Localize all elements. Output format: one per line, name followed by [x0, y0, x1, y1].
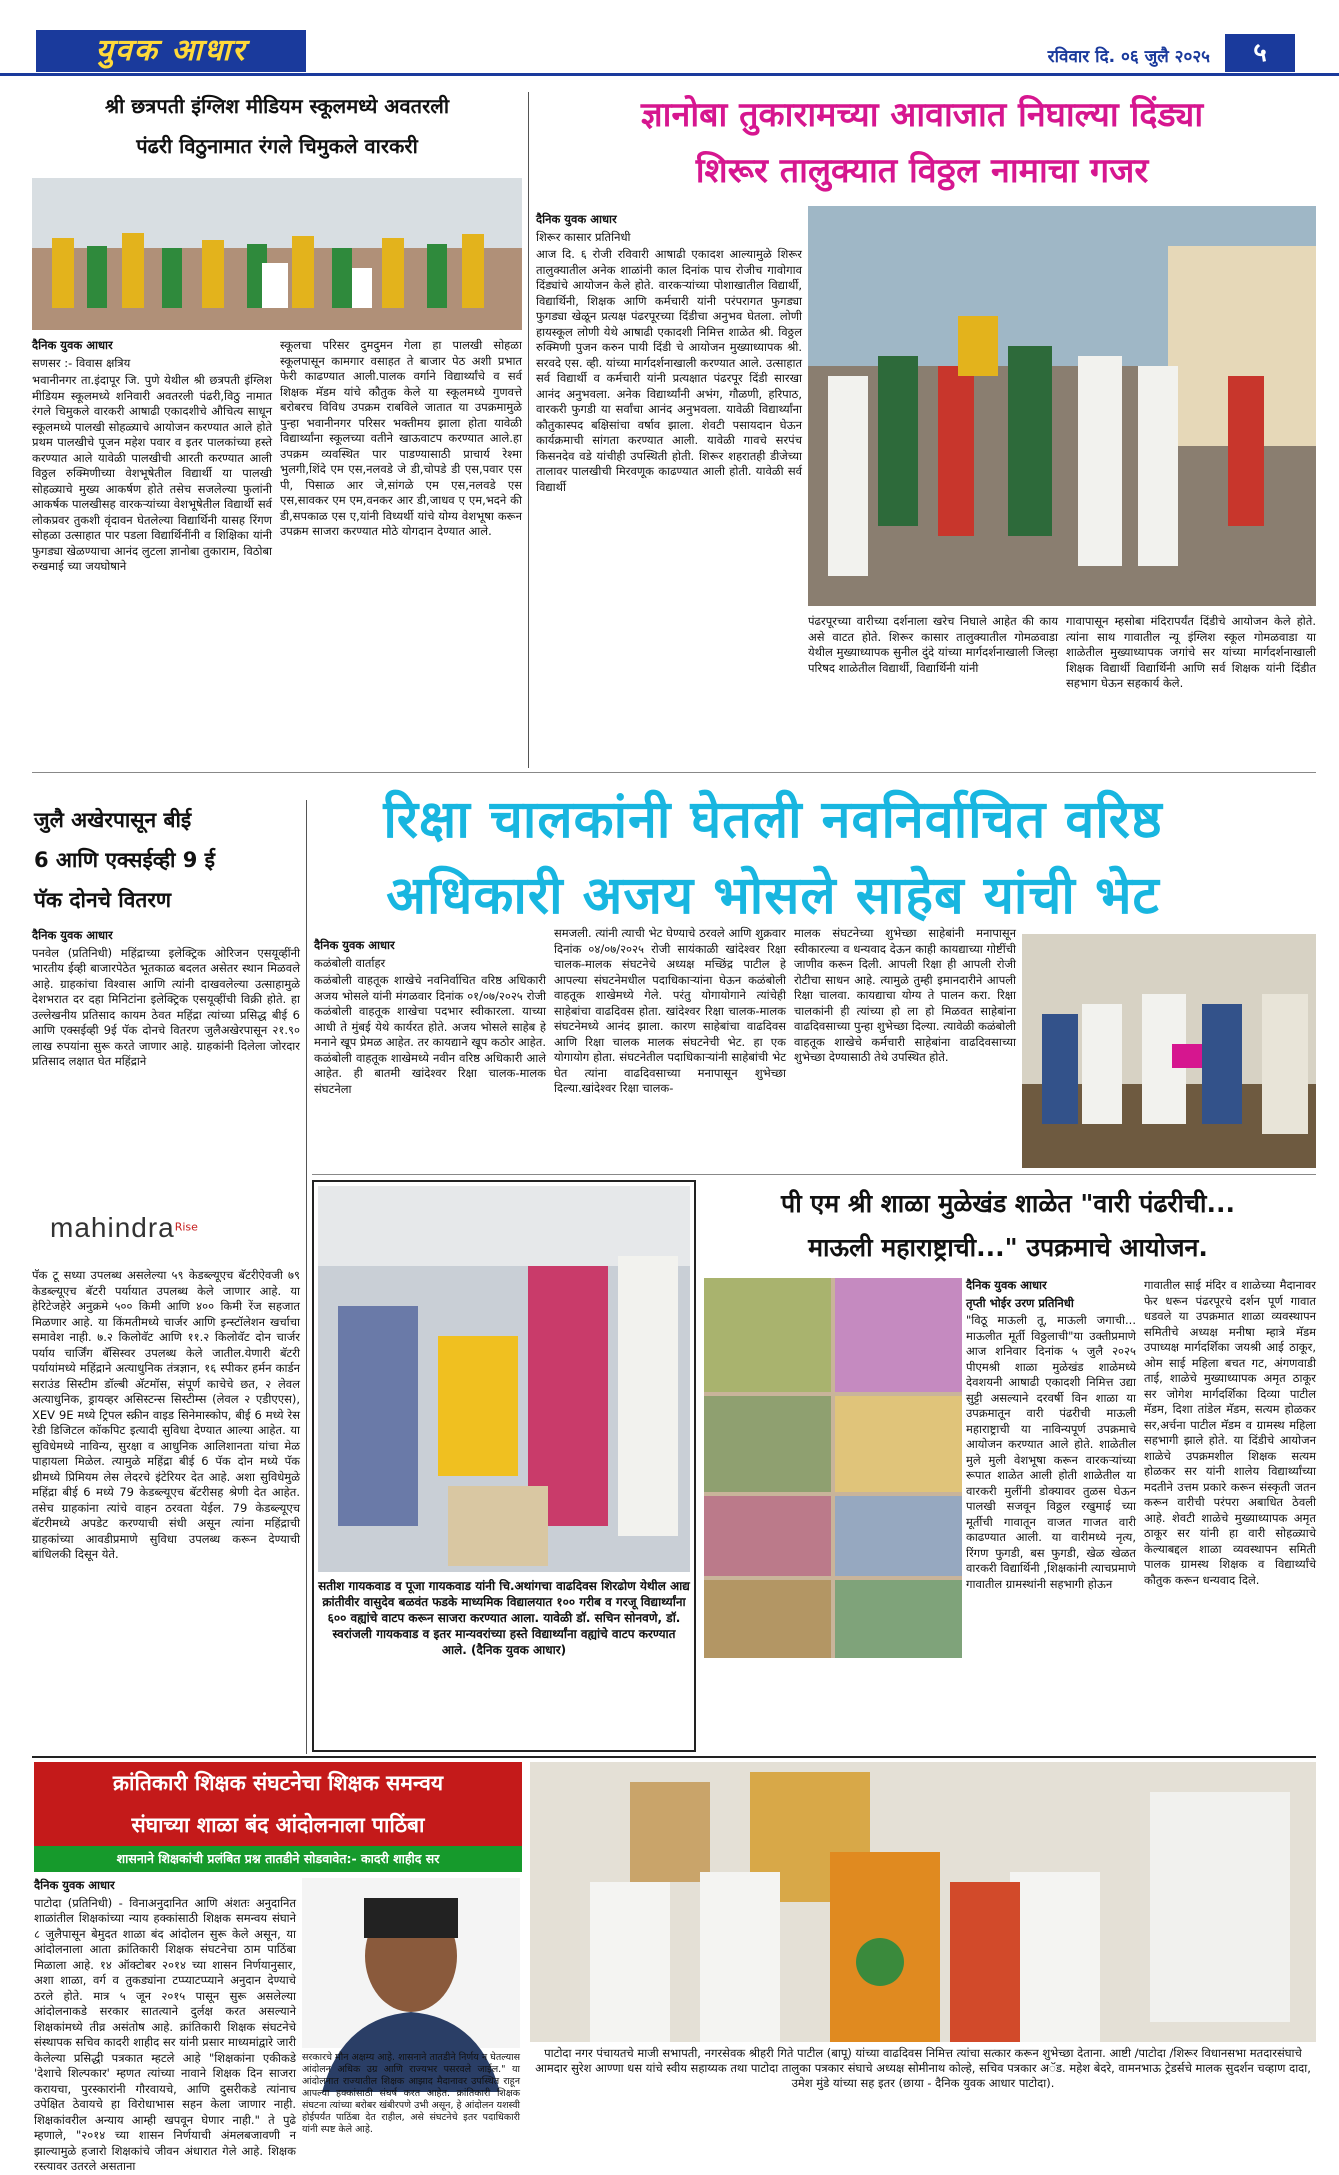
story4-dateline: दैनिक युवक आधार	[32, 928, 113, 942]
column-divider	[528, 92, 529, 768]
story3-column-3	[794, 926, 1016, 1170]
story5-caption: सतीश गायकवाड व पूजा गायकवाड यांनी चि.अथांगचा वाढदिवस शिरढोण येथील आद्य क्रांतीवीर वासुदेव बळवंत फडके माध्यमिक विद्यालयात १०० गरीब व गरजू विद्यार्थ्यांना ६०० वह्यांचे वाटप करून साजरा करण्यात आला. यावेळी डॉ. सचिन सोनवणे, डॉ. स्वरांजली गायकवाड व इतर मान्यवरांच्या हस्ते विद्यार्थ्यांना वह्यांचे वाटप करण्यात आले. (दैनिक युवक आधार)	[318, 1579, 690, 1657]
story4-body-1: पनवेल (प्रतिनिधी) महिंद्राच्या इलेक्ट्रिक ओरिजन एसयूव्हींनी भारतीय ईव्ही बाजारपेठेत भूतकाळ बदलत असेतर स्थान मिळवले आहे. ग्राहकांचा विश्वास आणि त्यांनी दाखवलेल्या उत्साहामुळे देशभरात दर दहा मिनिटांना इलेक्ट्रिक एसयूव्हींची विक्री होते. हा उल्लेखनीय प्रतिसाद कायम ठेवत महिंद्रा त्यांच्या प्रसिद्ध बीई 6 आणि एक्सईव्ही 9ई पॅक दोनचे वितरण जुलैअखेरपासून २१.९० लाख रुपयांना सुरू करते जाणार आहे. ग्राहकांनी दिलेला जोरदार प्रतिसाद लक्षात घेत महिंद्राने	[32, 945, 300, 1068]
story3-headline-2: अधिकारी अजय भोसले साहेब यांची भेट	[386, 866, 1160, 926]
story7-body-1: पाटोदा (प्रतिनिधी) - विनाअनुदानित आणि अंशतः अनुदानित शाळांतील शिक्षकांच्या न्याय हक्कांसाठी शिक्षक समन्वय संघाने ८ जुलैपासून बेमुदत शाळा बंद आंदोलन सुरू केले असून, या आंदोलनाला आता क्रांतिकारी शिक्षक संघटनेचा ठाम पाठिंबा मिळाला आहे. १४ ऑक्टोबर २०१४ च्या शासन निर्णयानुसार, अशा शाळा, वर्ग व तुकड्यांना टप्प्याटप्प्याने अनुदान देण्याचे ठरले होते. मात्र ५ जून २०१५ पासून सुरू असलेल्या आंदोलनाकडे सरकार सातत्याने दुर्लक्ष करत असल्याने शिक्षकांमध्ये तीव्र असंतोष आहे. क्रांतिकारी शिक्षक संघटनेचे संस्थापक सचिव कादरी शाहीद सर यांनी प्रसार माध्यमांद्वारे जारी केलेल्या प्रसिद्धी पत्रकात म्हटले आहे "शिक्षकांना एकीकडे 'देशाचे शिल्पकार' म्हणत त्यांच्या नावाने शिक्षक दिन साजरा करायचा, पुरस्कारांनी गौरवायचे, आणि दुसरीकडे त्यांनाच उपेक्षित ठेवायचे हा विरोधाभास सहन केला जाणार नाही. शिक्षकांवरील अन्याय आम्ही खपवून घेणार नाही." ते पुढे म्हणाले, "२०१४ च्या शासन निर्णयाची अंमलबजावणी न झाल्यामुळे हजारो शिक्षकांचे जीवन अंधारात गेले आहे. शिक्षक रस्त्यावर उतरले असताना	[34, 1895, 296, 2173]
story7-headline-band-1: क्रांतिकारी शिक्षक संघटनेचा शिक्षक समन्वय	[34, 1762, 522, 1804]
story1-headline-1: श्री छत्रपती इंग्लिश मीडियम स्कूलमध्ये अवतरली	[104, 94, 449, 118]
story4-headline-1: जुलै अखेरपासून बीई	[34, 808, 192, 832]
story6-dateline: दैनिक युवक आधार	[966, 1278, 1047, 1292]
story2-dateline: दैनिक युवक आधार	[536, 212, 617, 226]
section-divider	[312, 1174, 1316, 1175]
story2-byline: शिरूर कासार प्रतिनिधी	[536, 229, 631, 244]
story7-subhead-band: शासनाने शिक्षकांची प्रलंबित प्रश्न तातडीने सोडवावेत:- कादरी शाहीद सर	[34, 1846, 522, 1872]
story7-column-1	[34, 1878, 296, 2173]
story3-headline-1: रिक्षा चालकांनी घेतली नवनिर्वाचित वरिष्ठ	[383, 790, 1163, 850]
story3-body-1: कळंबोली वाहतूक शाखेचे नवनिर्वाचित वरिष्ठ अधिकारी अजय भोसले यांनी मंगळवार दिनांक ०१/०७/२०२५ रोजी कळंबोली वाहतूक शाखेचा पदभार स्वीकारला. याच्या आधी ते मुंबई येथे कार्यरत होते. अजय भोसले साहेब हे मनाने खूप प्रेमळ आहेत. तर कायद्याने खूप कठोर आहेत. कळंबोली वाहतूक शाखेमध्ये नवीन वरिष्ठ अधिकारी आले आहेत. ही बातमी खांदेश्वर रिक्षा चालक-मालक संघटनेला	[314, 973, 546, 1096]
story1-dateline: दैनिक युवक आधार	[32, 338, 113, 352]
story6-column-2	[1144, 1278, 1316, 1750]
story2-caption-1: पंढरपूरच्या वारीच्या दर्शनाला खरेच निघाले आहेत की काय असे वाटत होते. शिरूर कासार तालुक्यातील गोमळवाडा येथील मुख्याध्यापक सुनील दुंदे यांच्या मार्गदर्शनाखाली जिल्हा परिषद शाळेतील विद्यार्थी, विद्यार्थिनी यांनी	[808, 614, 1058, 675]
story3-column-2	[554, 926, 786, 1170]
story4-column-2	[32, 1268, 300, 1750]
story4-headline-2: 6 आणि एक्सईव्ही 9 ई	[34, 848, 215, 872]
story1-headline-2: पंढरी विठुनामात रंगले चिमुकले वारकरी	[136, 134, 418, 158]
story6-column-1	[966, 1278, 1136, 1750]
story6-photo-stack	[704, 1278, 962, 1658]
story1-body-1: भवानीनगर ता.इंदापूर जि. पुणे येथील श्री छत्रपती इंग्लिश मीडियम स्कूलमध्ये शनिवारी अवतरली पंढरी,विठु नामात रंगले चिमुकले वारकरी आषाढी एकादशीचे औचित्य साधून स्कूलमध्ये पालखी सोहळ्याचे आयोजन करण्यात आले होते प्रथम पालखीचे पूजन महेश पवार व इतर पालकांच्या हस्ते करण्यात आले यावेळी पालखीची आरती करण्यात आली विठ्ठल रुक्मिणीच्या वेशभूषेतील विद्यार्थी या पालखी सोहळ्याचे मुख्य आकर्षण होते तसेच सजलेल्या फुलांनी आकर्षक पालखीसह वारकऱ्यांच्या वेशभूषेतील विद्यार्थी सर्व लोकप्रवर तुकशी वृंदावन घेतलेल्या विद्यार्थिनी यासह रिंगण सोहळा उत्साहात पार पडला विद्यार्थिनींनी व शिक्षिका यांनी फुगड्या खेळण्याचा आनंद लुटला ज्ञानोबा तुकाराम, विठोबा रुखमाई च्या जयघोषाने	[32, 373, 272, 573]
story2-caption-column-1	[808, 614, 1058, 768]
story1-column-2	[280, 338, 522, 768]
story7-photo-portrait	[302, 1878, 520, 2048]
story2-caption-2: गावापासून म्हसोबा मंदिरापर्यंत दिंडीचे आयोजन केले होते. त्यांना साथ गावातील न्यू इंग्लिश स्कूल गोमळवाडा या शाळेतील मुख्याध्यापक जगांचे सर यांच्या मार्गदर्शनाखाली शिक्षक विद्यार्थी विद्यार्थिनी आणि सर्व शिक्षक यांनी दिंडीत सहभाग घेऊन सहकार्य केले.	[1066, 614, 1316, 690]
story2-body: आज दि. ६ रोजी रविवारी आषाढी एकादश आल्यामुळे शिरूर तालुक्यातील अनेक शाळांनी काल दिनांक पाच रोजीच गावोगाव दिंड्यांचे आयोजन केले होते. वारकऱ्यांच्या पोशाखातील विद्यार्थी, विद्यार्थिनी, शिक्षक आणि कर्मचारी यांनी परंपरागत फुगड्या फुगड्या खेळून प्रत्यक्ष पंढरपूरच्या दिंडीचा अनुभव घेतला. लोणी हायस्कूल लोणी येथे आषाढी एकादशी निमित्त शाळेत श्री. विठ्ठल रुक्मिणी पुजन करुन पायी दिंडी चे आयोजन मुख्याध्यापक श्री. सरवदे एस. व्ही. यांच्या मार्गदर्शनाखाली करण्यात आले. उत्साहात सर्व विद्यार्थी व कर्मचारी यांनी प्रत्यक्षात पंढरपूर दिंडी सारखा आनंद अनुभवला. अनेक विद्यार्थ्यांनी अभंग, गौळणी, हरिपाठ, वारकरी फुगडी या सर्वांचा आनंद अनुभवला. यावेळी विद्यार्थ्यांना कौतुकास्पद बक्षिसांचा वर्षाव झाला. शेवटी पसायदान घेऊन कार्यक्रमाची सांगता करण्यात आली. यावेळी गावचे सरपंच किसनदेव वडे यांचीही उपस्थिती होती. शिरूर शहरातही डीजेच्या तालावर पालखीची मिरवणूक काढण्यात आली होती. यावेळी सर्व विद्यार्थी	[536, 247, 802, 494]
story6-body-1: "विठू माऊली तू, माऊली जगाची... माऊलीत मूर्ती विठ्ठलाची"या उक्तीप्रमाणे आज शनिवार दिनांक ५ जुलै २०२५ पीएमश्री शाळा मुळेखंड शाळेमध्ये देवशयनी आषाढी एकादशी निमित्त उद्या सुट्टी असल्याने दरवर्षी विन शाळा या उपक्रमातून वारी पंढरीची माऊली महाराष्ट्राची या नाविन्यपूर्ण उपक्रमाचे आयोजन करण्यात आले होते. शाळेतील मुले मुली वेशभूषा करून वारकऱ्यांच्या रूपात शाळेत आली होती शाळेतील या वारकरी मुलींनी डोक्यावर तुळस घेऊन पालखी सजवून विठ्ठल रखुमाई च्या मूर्तीची गावातून वाजत गाजत वारी काढण्यात आली. या वारीमध्ये नृत्य, रिंगण फुगडी, बस फुगडी, खेळ खेळत वारकरी विद्यार्थिनी ,शिक्षकांनी त्याचप्रमाणे गावातील ग्रामस्थांनी सहभागी होऊन	[966, 1313, 1136, 1591]
mahindra-logo-sup: Rise	[174, 1220, 198, 1234]
paper-name-logo: युवक आधार	[36, 30, 306, 72]
story5-photo-notebook-distribution	[318, 1186, 690, 1572]
story2-caption-column-2	[1066, 614, 1316, 768]
page-number: ५	[1225, 34, 1295, 72]
story1-byline: सणसर :- विवास क्षत्रिय	[32, 355, 131, 370]
story2-headline-1: ज्ञानोबा तुकारामच्या आवाजात निघाल्या दिंड्या	[640, 95, 1204, 135]
story3-byline: कळंबोली वार्ताहर	[314, 955, 386, 970]
story6-byline: तृप्ती भोईर उरण प्रतिनिधी	[966, 1295, 1074, 1310]
story4-body-2: पॅक टू सध्या उपलब्ध असलेल्या ५९ केडब्ल्यूएच बॅटरीऐवजी ७९ केडब्ल्यूएच बॅटरी पर्यायात उपलब्ध केले जाणार आहे. या हेरिटेजहेरे अनुक्रमे ५०० किमी आणि ४०० किमी रेंज सहजात मिळणार आहे. या किंमतीमध्ये चार्जर आणि इन्स्टॉलेशन खर्चाचा समावेश नाही. ७.२ किलोवॅट आणि ११.२ किलोवॅट दोन चार्जर पर्याय चार्जिंग बॅसिस्वर उपलब्ध केले जातील.येणारी बॅटरी पर्यायांमध्ये महिंद्राने अत्याधुनिक तंत्रज्ञान, १६ स्पीकर हर्मन कार्डन सराउंड सिस्टीम डॉल्बी अ‍ॅटमॉस, संपूर्ण काचेचे छत, २ लेवल अत्याधुनिक, ड्रायव्हर असिस्टन्स सिस्टीम्स (लेवल २ एडीएएस), XEV 9E मध्ये ट्रिपल स्क्रीन वाइड सिनेमास्कोप, बीई 6 मध्ये रेस रेडी डिजिटल कॉकपिट इत्यादी सुविधा देण्यात आल्या आहेत. या सुविधेमध्ये नाविन्य, सुरक्षा व आधुनिक आलिशानता यांचा मेळ पाहायला मिळेल. त्यामुळे महिंद्रा बीई 6 पॅक दोन मध्ये पॅक थ्रीमध्ये प्रिमियम लेस लेदरचे इंटेरियर देत आहे. अशा सुविधेमुळे महिंद्रा बीई 6 मध्ये 79 केडब्ल्यूएच बॅटरीसह श्रेणी देत आहेत. तसेच ग्राहकांना त्यांचे वाहन ठरवता येईल. 79 केडब्ल्यूएच बॅटरीमध्ये अपडेट करण्याची संधी असून त्यांना महिंद्राची ग्राहकांच्या आवडीप्रमाणे सुविधा उपलब्ध करून देण्याची बांधिलकी दिसून येते.	[32, 1268, 300, 1561]
story3-body-2: समजली. त्यांनी त्याची भेट घेण्याचे ठरवले आणि शुक्रवार दिनांक ०४/०७/२०२५ रोजी सायंकाळी खांदेश्वर रिक्षा चालक-मालक संघटनेचे अध्यक्ष मच्छिंद्र पाटील हे आपल्या संघटनेमधील पदाधिकाऱ्यांना घेऊन कळंबोली वाहतूक शाखेमध्ये गेले. परंतु योगायोगाने त्यांचेही साहेबांचा वाढदिवस होता. खांदेश्वर रिक्षा चालक-मालक संघटनेमध्ये आनंद झाला. कारण साहेबांचा वाढदिवस आणि रिक्षा चालक मालक संघटनेची भेट. हा एक योगायोग होता. संघटनेतील पदाधिकाऱ्यांनी साहेबांची भेट घेत त्यांना वाढदिवसाच्या मनापासून शुभेच्छा दिल्या.खांदेश्वर रिक्षा चालक-	[554, 926, 786, 1095]
story4-column-1	[32, 928, 300, 1208]
story7-column-2-body-text: सरकारचे मौन अक्षम्य आहे. शासनाने तातडीने निर्णय न घेतल्यास आंदोलन अधिक उग्र आणि राज्यभर पसरवले जाईल." या आंदोलनात राज्यातील शिक्षक आझाद मैदानावर उपस्थित राहून आपल्या हक्कांसाठी संघर्ष करत आहेत. क्रांतिकारी शिक्षक संघटना त्यांच्या बरोबर खंबीरपणे उभी असून, हे आंदोलन यशस्वी होईपर्यंत पाठिंबा देत राहील, असे संघटनेचे इतर पदाधिकारी यांनी स्पष्ट केले आहे.	[302, 2052, 520, 2135]
mahindra-logo-text: mahindra	[50, 1212, 175, 1243]
column-divider	[306, 800, 307, 1754]
story6-headline-1: पी एम श्री शाळा मुळेखंड शाळेत "वारी पंढरीची...	[781, 1189, 1235, 1218]
section-divider	[32, 772, 1316, 773]
story6-headline-2: माऊली महाराष्ट्राची..." उपक्रमाचे आयोजन.	[808, 1233, 1208, 1262]
story2-headline-2: शिरूर तालुक्यात विठ्ठल नामाचा गजर	[695, 151, 1149, 191]
story3-dateline: दैनिक युवक आधार	[314, 938, 395, 952]
story1-photo-children-warkari	[32, 178, 522, 330]
story3-body-3: मालक संघटनेच्या शुभेच्छा साहेबांनी मनापासून स्वीकारल्या व धन्यवाद देऊन काही कायद्याच्या गोष्टींची जाणीव करून दिली. आपली रिक्षा ही आपली रोजी रोटीचा साधन आहे. त्यामुळे तुम्ही इमानदारीने आपली रिक्षा चालवा. कायद्याचा योग्य ते पालन करा. रिक्षा चालकांनी ही त्यांच्या हो ला हो मिळवत साहेबांना वाढदिवसाच्या पुन्हा शुभेच्छा दिल्या. त्यावेळी कळंबोली वाहतूक शाखेचे कर्मचारी साहेबांना वाढदिवसाच्या शुभेच्छा देण्यासाठी तेथे उपस्थित होते.	[794, 926, 1016, 1064]
story2-column	[536, 212, 802, 768]
story8-caption: पाटोदा नगर पंचायतचे माजी सभापती, नगरसेवक श्रीहरी गिते पाटील (बापू) यांच्या वाढदिवस निमित्त त्यांचा सत्कार करून शुभेच्छा देताना. आष्टी /पाटोदा /शिरूर विधानसभा मतदारसंघाचे आमदार सुरेश आण्णा धस यांचे स्वीय सहाय्यक तथा पाटोदा तालुका पत्रकार संघाचे अध्यक्ष सोमीनाथ कोल्हे, सचिव पत्रकार अॅड. महेश बेदरे, वामनभाऊ ट्रेडर्सचे मालक सुदर्शन चव्हाण दादा, उमेश मुंडे यांच्या सह इतर (छाया - दैनिक युवक आधार पाटोदा).	[535, 2046, 1311, 2090]
story2-photo-dindi	[808, 206, 1316, 606]
story8-photo-felicitation	[530, 1762, 1316, 2042]
mahindra-logo	[50, 1212, 270, 1252]
story7-dateline: दैनिक युवक आधार	[34, 1878, 115, 1892]
story6-body-2: गावातील साई मंदिर व शाळेच्या मैदानावर फेर धरून पंढरपूरचे दर्शन पूर्ण गावात धडवले या उपक्रमात शाळा व्यवस्थापन समितीचे अध्यक्ष मनीषा म्हात्रे मॅडम उपाध्यक्ष मार्गदर्शिका जयश्री आई ठाकूर, ओम साई महिला बचत गट, अंगणवाडी ताई, शाळेचे मुख्याध्यापक अमृत ठाकूर सर जोगेश मार्गदर्शिका दिव्या पाटील मॅडम, दिशा तांडेल मॅडम, सत्यम होळकर सर,अर्चना पाटील मॅडम व ग्रामस्थ महिला सहभागी झाले होते. या दिंडीचे आयोजन शाळेचे उपक्रमशील शिक्षक सत्यम होळकर सर यांनी शालेय विद्यार्थ्यांच्या मदतीने उत्तम प्रकारे करून संस्कृती जतन करून वारीची परंपरा अबाधित ठेवली आहे. शेवटी शाळेचे मुख्याध्यापक अमृत ठाकूर सर यांनी हा वारी सोहळ्याचे केल्याबद्दल शाळा व्यवस्थापन समिती पालक ग्रामस्थ शिक्षक व विद्यार्थ्यांचे कौतुक करून धन्यवाद दिले.	[1144, 1278, 1316, 1587]
story7-headline-band-2: संघाच्या शाळा बंद आंदोलनाला पाठिंबा	[34, 1804, 522, 1846]
story3-column-1	[314, 938, 546, 1170]
masthead-date: रविवार दि. ०६ जुलै २०२५	[1047, 47, 1210, 67]
story4-headline-3: पॅक दोनचे वितरण	[34, 888, 172, 912]
story1-body-2: स्कूलचा परिसर दुमदुमन गेला हा पालखी सोहळा स्कूलपासून कामगार वसाहत ते बाजार पेठ अशी प्रभात फेरी काढण्यात आली.पालक वर्गाने विद्यार्थ्यांचे व सर्व शिक्षक मॅडम यांचे कौतुक केले या स्कूलमध्ये गुणवत्ते बरोबरच विविध उपक्रम राबविले जातात या उपक्रमामुळे पुन्हा भवानीनगर परिसर भक्तीमय झाला होता यावेळी विद्यार्थ्यांना स्कूलच्या वतीने खाऊवाटप करण्यात आले.हा उपक्रम व्यवस्थित पार पाडण्यासाठी प्राचार्य रेश्मा भुलगी,शिंदे एम एस,नलवडे जे डी,चोपडे डी एस,पवार एस पी, पिसाळ आर जे,सांगळे एम एस,नलवडे एस एस,सावकर एम एम,वनकर आर डी,जाधव ए एम,भदने की डी,सपकाळ एस ए,यांनी विध्यर्थी यांचे योग्य वेशभूषा करून उपक्रम साजरा करण्यात मोठे योगदान देण्यात आले.	[280, 338, 522, 538]
section-divider	[32, 1756, 1316, 1758]
story3-photo-meeting	[1022, 934, 1316, 1168]
story1-column-1	[32, 338, 272, 768]
